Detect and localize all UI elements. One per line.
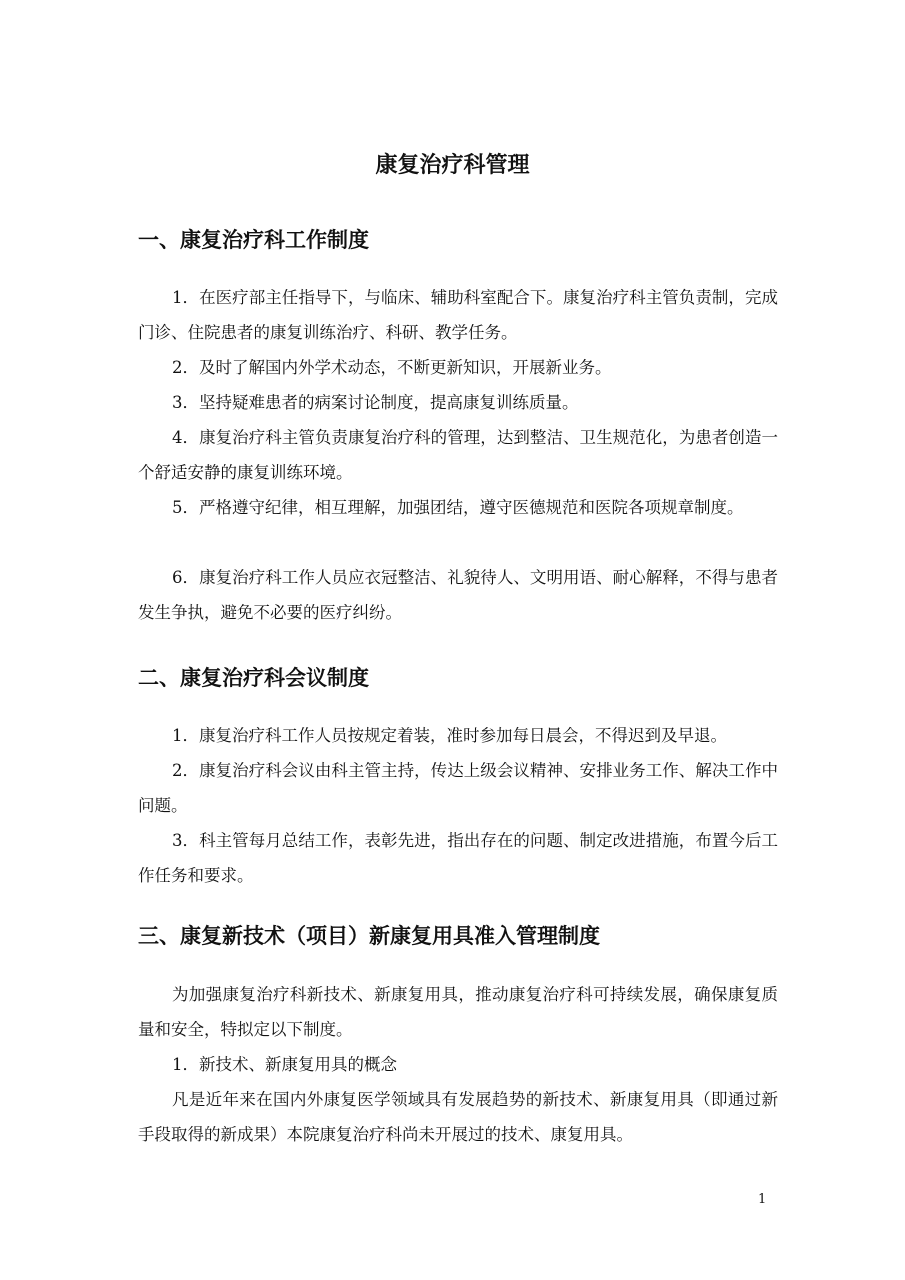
section-1-paragraph-5: 5．严格遵守纪律，相互理解，加强团结，遵守医德规范和医院各项规章制度。 — [172, 498, 744, 517]
section-3-paragraph-1: 为加强康复治疗科新技术、新康复用具，推动康复治疗科可持续发展，确保康复质量和安全，特拟定以下制度。 — [138, 985, 778, 1039]
section-3-paragraph-2: 1．新技术、新康复用具的概念 — [172, 1055, 397, 1074]
section-3-paragraph-3: 凡是近年来在国内外康复医学领域具有发展趋势的新技术、新康复用具（即通过新手段取得的新成果）本院康复治疗科尚未开展过的技术、康复用具。 — [138, 1090, 778, 1144]
section-1-paragraph-6: 6．康复治疗科工作人员应衣冠整洁、礼貌待人、文明用语、耐心解释，不得与患者发生争执，避免不必要的医疗纠纷。 — [138, 568, 778, 622]
section-1-paragraph-3: 3．坚持疑难患者的病案讨论制度，提高康复训练质量。 — [172, 393, 579, 412]
section-1-paragraph-2: 2．及时了解国内外学术动态，不断更新知识，开展新业务。 — [172, 358, 612, 377]
page-number: 1 — [758, 1192, 767, 1207]
section-2-paragraph-1: 1．康复治疗科工作人员按规定着装，准时参加每日晨会，不得迟到及早退。 — [172, 726, 727, 745]
section-2-paragraph-2: 2．康复治疗科会议由科主管主持，传达上级会议精神、安排业务工作、解决工作中问题。 — [138, 761, 778, 815]
section-1-paragraph-1: 1．在医疗部主任指导下，与临床、辅助科室配合下。康复治疗科主管负责制，完成门诊、住院患者的康复训练治疗、科研、教学任务。 — [138, 288, 778, 342]
section-1-heading: 一、康复治疗科工作制度 — [138, 228, 369, 252]
section-2-paragraph-3: 3．科主管每月总结工作，表彰先进，指出存在的问题、制定改进措施，布置今后工作任务和要求。 — [138, 831, 778, 885]
document-title: 康复治疗科管理 — [375, 153, 530, 178]
section-2-heading: 二、康复治疗科会议制度 — [138, 666, 369, 690]
section-1-paragraph-4: 4．康复治疗科主管负责康复治疗科的管理，达到整洁、卫生规范化，为患者创造一个舒适安静的康复训练环境。 — [138, 428, 778, 482]
section-3-heading: 三、康复新技术（项目）新康复用具准入管理制度 — [138, 924, 600, 948]
